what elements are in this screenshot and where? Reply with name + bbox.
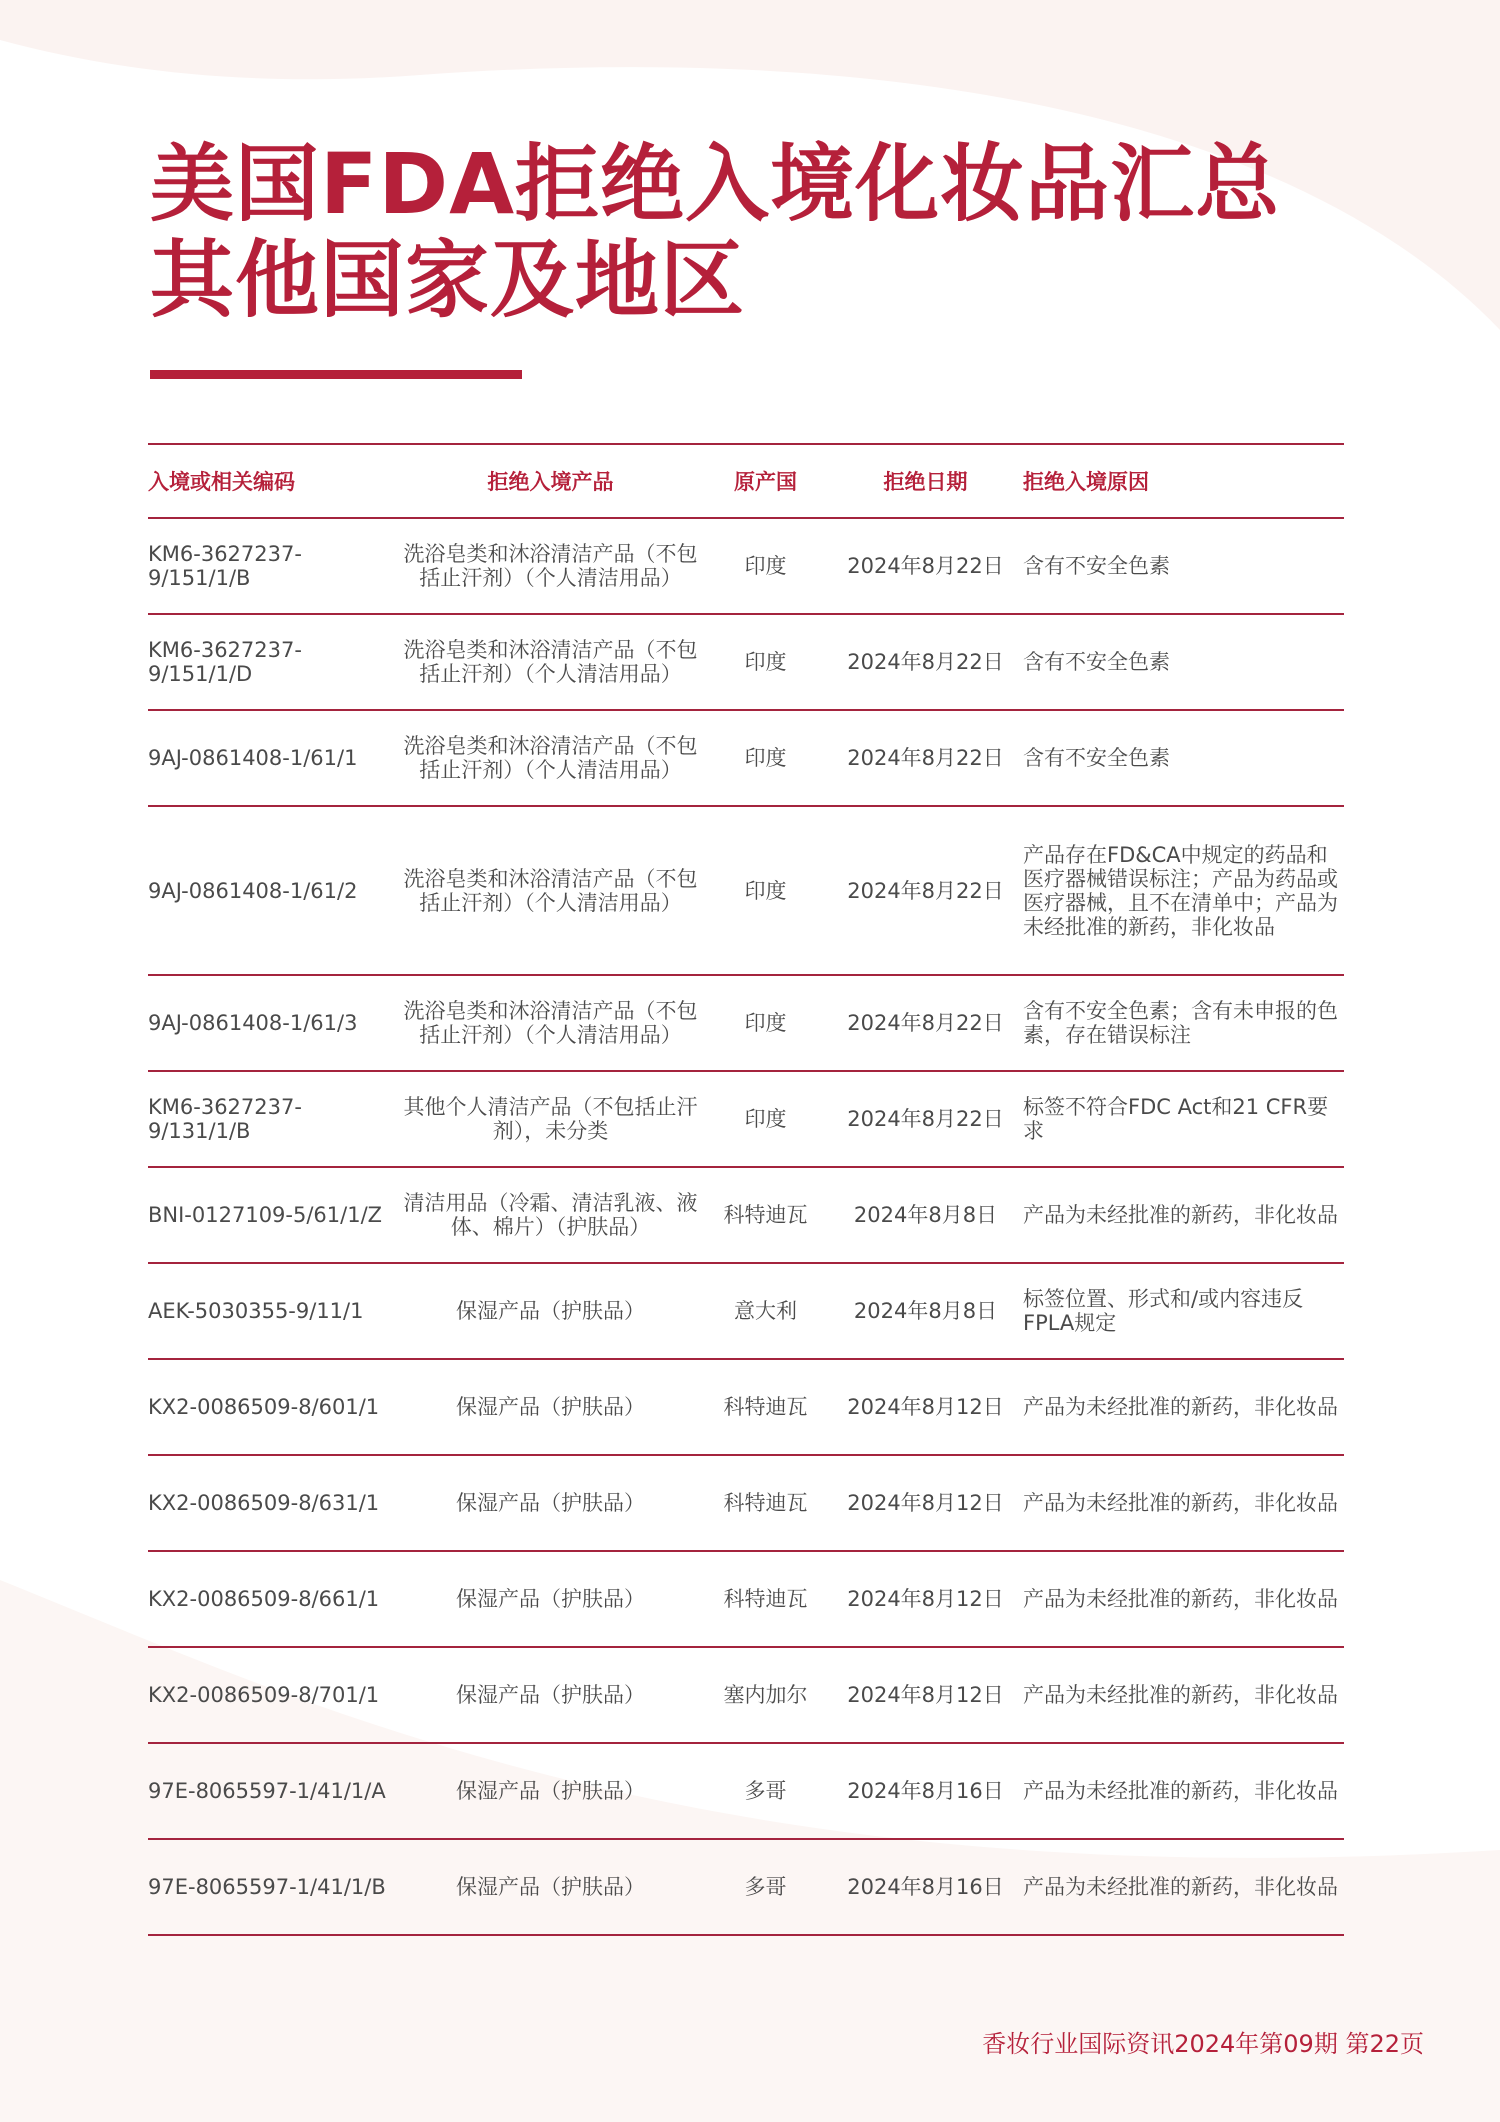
cell-product: 保湿产品（护肤品） [398,1647,703,1743]
cell-date: 2024年8月22日 [828,806,1023,975]
cell-date: 2024年8月22日 [828,975,1023,1071]
cell-product: 洗浴皂类和沐浴清洁产品（不包括止汗剂）（个人清洁用品） [398,975,703,1071]
table-row [148,1647,1344,1743]
cell-entry-code: KM6-3627237-9/151/1/B [148,518,398,614]
cell-product: 保湿产品（护肤品） [398,1263,703,1359]
cell-date: 2024年8月12日 [828,1455,1023,1551]
cell-reason: 标签位置、形式和/或内容违反FPLA规定 [1023,1263,1344,1359]
cell-reason: 产品为未经批准的新药，非化妆品 [1023,1551,1344,1647]
title-line: 其他国家及地区 [150,231,746,329]
table-row [148,806,1344,975]
cell-date: 2024年8月16日 [828,1839,1023,1935]
cell-product: 保湿产品（护肤品） [398,1455,703,1551]
cell-product: 洗浴皂类和沐浴清洁产品（不包括止汗剂）（个人清洁用品） [398,806,703,975]
table-row [148,614,1344,710]
cell-entry-code: KX2-0086509-8/631/1 [148,1455,398,1551]
table-row [148,1839,1344,1935]
cell-entry-code: AEK-5030355-9/11/1 [148,1263,398,1359]
table-row [148,710,1344,806]
cell-product: 保湿产品（护肤品） [398,1839,703,1935]
cell-reason: 含有不安全色素 [1023,614,1344,710]
cell-entry-code: BNI-0127109-5/61/1/Z [148,1167,398,1263]
cell-country: 印度 [703,1071,828,1167]
cell-reason: 产品为未经批准的新药，非化妆品 [1023,1743,1344,1839]
cell-entry-code: KM6-3627237-9/131/1/B [148,1071,398,1167]
cell-entry-code: KX2-0086509-8/701/1 [148,1647,398,1743]
cell-product: 保湿产品（护肤品） [398,1359,703,1455]
table-row [148,1071,1344,1167]
title-line: 美国FDA拒绝入境化妆品汇总 [150,135,1281,233]
cell-product: 清洁用品（冷霜、清洁乳液、液体、棉片）（护肤品） [398,1167,703,1263]
rejection-table [148,443,1344,1936]
cell-reason: 产品为未经批准的新药，非化妆品 [1023,1839,1344,1935]
cell-date: 2024年8月12日 [828,1359,1023,1455]
cell-product: 其他个人清洁产品（不包括止汗剂），未分类 [398,1071,703,1167]
cell-date: 2024年8月8日 [828,1167,1023,1263]
cell-entry-code: 9AJ-0861408-1/61/1 [148,710,398,806]
cell-entry-code: KM6-3627237-9/151/1/D [148,614,398,710]
table-row [148,1551,1344,1647]
cell-country: 印度 [703,710,828,806]
cell-country: 印度 [703,518,828,614]
cell-reason: 标签不符合FDC Act和21 CFR要求 [1023,1071,1344,1167]
page-title [150,136,1280,328]
cell-date: 2024年8月8日 [828,1263,1023,1359]
table-row [148,975,1344,1071]
cell-country: 印度 [703,614,828,710]
table-row [148,1359,1344,1455]
cell-country: 印度 [703,806,828,975]
cell-entry-code: 9AJ-0861408-1/61/2 [148,806,398,975]
cell-country: 印度 [703,975,828,1071]
cell-date: 2024年8月12日 [828,1647,1023,1743]
table-header-row [148,444,1344,518]
cell-country: 科特迪瓦 [703,1167,828,1263]
table-row [148,1167,1344,1263]
cell-country: 多哥 [703,1743,828,1839]
cell-country: 科特迪瓦 [703,1359,828,1455]
cell-product: 洗浴皂类和沐浴清洁产品（不包括止汗剂）（个人清洁用品） [398,614,703,710]
cell-date: 2024年8月12日 [828,1551,1023,1647]
table-row [148,1263,1344,1359]
cell-date: 2024年8月22日 [828,518,1023,614]
cell-entry-code: 97E-8065597-1/41/1/B [148,1839,398,1935]
cell-entry-code: KX2-0086509-8/601/1 [148,1359,398,1455]
header-country: 原产国 [703,444,828,518]
cell-date: 2024年8月22日 [828,710,1023,806]
cell-date: 2024年8月22日 [828,1071,1023,1167]
cell-reason: 产品为未经批准的新药，非化妆品 [1023,1455,1344,1551]
title-underline [150,370,522,379]
cell-reason: 产品为未经批准的新药，非化妆品 [1023,1647,1344,1743]
table-row [148,518,1344,614]
cell-reason: 产品为未经批准的新药，非化妆品 [1023,1359,1344,1455]
page-footer: 香妆行业国际资讯2024年第09期 第22页 [982,2030,1424,2058]
cell-entry-code: 97E-8065597-1/41/1/A [148,1743,398,1839]
cell-reason: 产品为未经批准的新药，非化妆品 [1023,1167,1344,1263]
cell-product: 保湿产品（护肤品） [398,1551,703,1647]
cell-date: 2024年8月22日 [828,614,1023,710]
cell-product: 保湿产品（护肤品） [398,1743,703,1839]
header-reason: 拒绝入境原因 [1023,444,1344,518]
cell-reason: 含有不安全色素；含有未申报的色素，存在错误标注 [1023,975,1344,1071]
cell-reason: 含有不安全色素 [1023,710,1344,806]
cell-reason: 产品存在FD&CA中规定的药品和医疗器械错误标注；产品为药品或医疗器械，且不在清单中；产品为未经批准的新药，非化妆品 [1023,806,1344,975]
cell-entry-code: KX2-0086509-8/661/1 [148,1551,398,1647]
header-date: 拒绝日期 [828,444,1023,518]
cell-reason: 含有不安全色素 [1023,518,1344,614]
cell-date: 2024年8月16日 [828,1743,1023,1839]
header-product: 拒绝入境产品 [398,444,703,518]
cell-country: 科特迪瓦 [703,1455,828,1551]
table-row [148,1455,1344,1551]
cell-country: 科特迪瓦 [703,1551,828,1647]
cell-country: 塞内加尔 [703,1647,828,1743]
cell-product: 洗浴皂类和沐浴清洁产品（不包括止汗剂）（个人清洁用品） [398,710,703,806]
cell-product: 洗浴皂类和沐浴清洁产品（不包括止汗剂）（个人清洁用品） [398,518,703,614]
header-entry-code: 入境或相关编码 [148,444,398,518]
table-row [148,1743,1344,1839]
cell-country: 多哥 [703,1839,828,1935]
cell-country: 意大利 [703,1263,828,1359]
cell-entry-code: 9AJ-0861408-1/61/3 [148,975,398,1071]
